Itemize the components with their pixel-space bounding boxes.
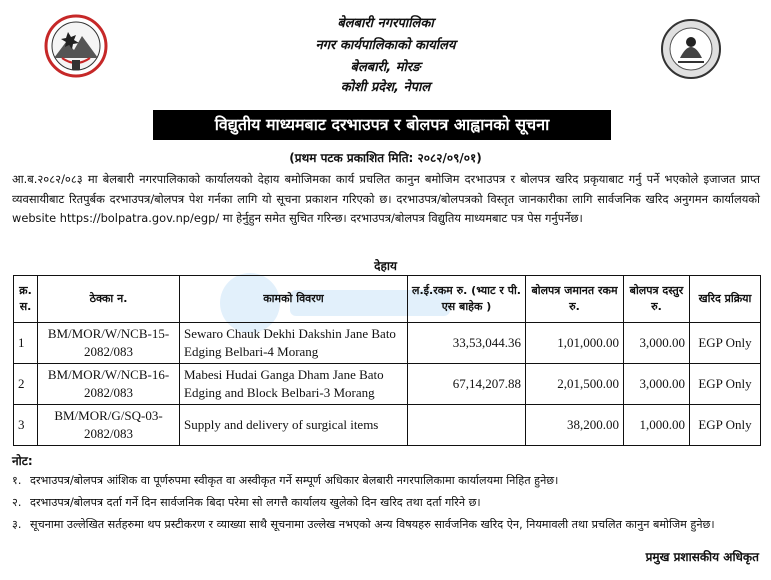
header-estimate: ल.ई.रकम रु. (भ्याट र पी. एस बाहेक ) [408,276,526,323]
cell-sn: 2 [14,364,38,405]
cell-security: 38,200.00 [526,405,624,446]
cell-fee: 3,000.00 [624,364,690,405]
cell-method: EGP Only [690,323,761,364]
cell-sn: 3 [14,405,38,446]
cell-contract: BM/MOR/G/SQ-03-2082/083 [38,405,180,446]
office-name: बेलबारी नगरपालिका [337,16,434,31]
header-contract: ठेक्का न. [38,276,180,323]
note-number: २. [12,496,22,509]
office-subtitle: नगर कार्यपालिकाको कार्यालय [315,38,456,53]
header-sn: क्र. स. [14,276,38,323]
cell-fee: 1,000.00 [624,405,690,446]
office-location: बेलबारी, मोरङ [350,60,421,75]
note-number: १. [12,474,22,487]
cell-description: Sewaro Chauk Dekhi Dakshin Jane Bato Edging Belbari-4 Morang [180,323,408,364]
cell-fee: 3,000.00 [624,323,690,364]
office-province: कोशी प्रदेश, नेपाल [340,80,431,95]
header-fee: बोलपत्र दस्तुर रु. [624,276,690,323]
cell-security: 1,01,000.00 [526,323,624,364]
cell-sn: 1 [14,323,38,364]
header-description: कामको विवरण [180,276,408,323]
cell-estimate: 67,14,207.88 [408,364,526,405]
header-method: खरिद प्रक्रिया [690,276,761,323]
notes-list [12,470,760,536]
intro-paragraph: आ.ब.२०८२/०८३ मा बेलबारी नगरपालिकाको कार्यालयको देहाय बमोजिमका कार्य प्रचलित कानुन बमोजिम दरभाउपत्र र बोलपत्र खरिद प्रकृयाबाट गर्नु पर्ने भएकोले इजाजत प्राप्त व्यवसायीबाट रितपुर्बक दरभाउपत्र/बोलपत्र पेश गर्नका लागि यो सूचना प्रकाशन गरिएको छ। दरभाउपत्र/बोलपत्रको विस्तृत जानकारीका लागि सार्वजनिक खरिद अनुगमन कार्यालयको website https://bolpatra.gov.np/egp/ मा हेर्नुहुन समेत सुचित गरिन्छ। दरभाउपत्र/बोलपत्र विद्युतिय माध्यमबाट पत्र पेस गर्नुपर्नेछ। [12,172,760,225]
cell-method: EGP Only [690,405,761,446]
notice-title: विद्युतीय माध्यमबाट दरभाउपत्र र बोलपत्र आह्वानको सूचना [153,110,611,140]
header-security: बोलपत्र जमानत रकम रु. [526,276,624,323]
note-number: ३. [12,518,22,531]
publish-date: (प्रथम पटक प्रकाशित मिति: २०८२/०९/०१) [289,151,482,165]
cell-estimate: 33,53,044.36 [408,323,526,364]
notes-heading: नोट: [12,454,33,468]
table-row [14,323,761,364]
table-row [14,364,761,405]
note-text: दरभाउपत्र/बोलपत्र दर्ता गर्ने दिन सार्वजनिक बिदा परेमा सो लगत्तै कार्यालय खुलेको दिन खरिद तथा दर्ता गरिने छ। [30,496,481,509]
cell-description: Mabesi Hudai Ganga Dham Jane Bato Edging and Block Belbari-3 Morang [180,364,408,405]
note-item [12,470,760,492]
note-item [12,492,760,514]
cell-method: EGP Only [690,364,761,405]
cell-contract: BM/MOR/W/NCB-15-2082/083 [38,323,180,364]
note-text: सूचनामा उल्लेखित सर्तहरुमा थप प्रस्टीकरण र व्याख्या साथै सूचनामा उल्लेख नभएको अन्य विषयहरु सार्वजनिक खरिद ऐन, नियमावली तथा प्रचलित कानुन बमोजिम हुनेछ। [30,518,715,531]
signature-designation: प्रमुख प्रशासकीय अधिकृत [645,550,759,564]
cell-contract: BM/MOR/W/NCB-16-2082/083 [38,364,180,405]
cell-description: Supply and delivery of surgical items [180,405,408,446]
note-item [12,514,760,536]
table-caption: देहाय [374,259,397,273]
table-header-row [14,276,761,323]
note-text: दरभाउपत्र/बोलपत्र आंशिक वा पूर्णरुपमा स्वीकृत वा अस्वीकृत गर्ने सम्पूर्ण अधिकार बेलबारी नगरपालिकामा कार्यालयमा निहित हुनेछ। [30,474,559,487]
tender-table [13,275,761,446]
cell-security: 2,01,500.00 [526,364,624,405]
table-row [14,405,761,446]
cell-estimate [408,405,526,446]
